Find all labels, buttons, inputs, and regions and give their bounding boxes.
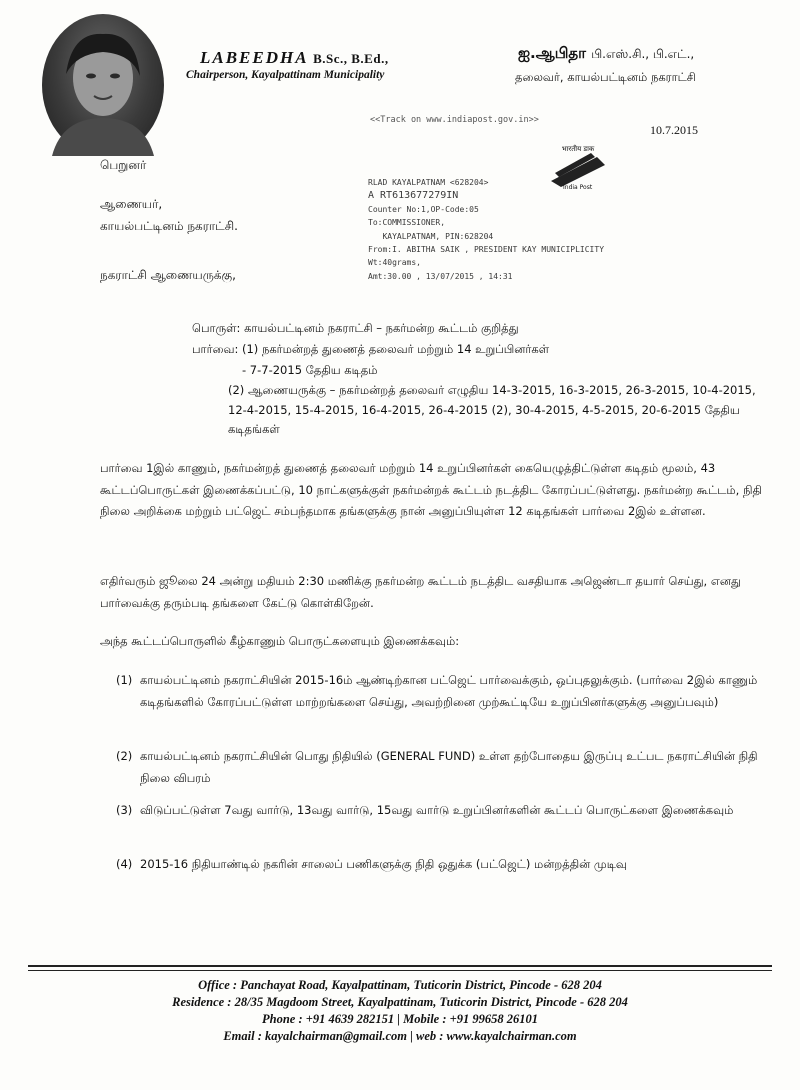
list-item	[116, 799, 766, 821]
tamil-title: தலைவர், காயல்பட்டினம் நகராட்சி	[515, 70, 696, 84]
body-paragraph-2: எதிர்வரும் ஜூலை 24 அன்று மதியம் 2:30 மணிக்கு நகர்மன்ற கூட்டம் நடத்திட வசதியாக அஜெண்டா தயார் செய்து, எனது பார்வைக்கு தரும்படி தங்களை கேட்டு கொள்கிறேன்.	[100, 574, 741, 610]
tracking-url: <<Track on www.indiapost.gov.in>>	[370, 115, 539, 125]
receipt-line: KAYALPATNAM, PIN:628204	[368, 231, 494, 241]
receipt-line: Amt:30.00 , 13/07/2015 , 14:31	[368, 271, 513, 281]
subject-line: பொருள்: காயல்பட்டினம் நகராட்சி – நகர்மன்ற கூட்டம் குறித்து	[192, 321, 519, 335]
list-item-text: காயல்பட்டினம் நகராட்சியின் பொது நிதியில் (GENERAL FUND) உள்ள தற்போதைய இருப்பு உட்பட நகராட்சியின் நிதி நிலை விபரம்	[140, 749, 758, 785]
list-item	[116, 669, 766, 713]
reference-1: பார்வை: (1) நகர்மன்றத் துணைத் தலைவர் மற்றும் 14 உறுப்பினர்கள்	[192, 342, 550, 356]
receipt-line: To:COMMISSIONER,	[368, 218, 446, 228]
body-paragraph-1: பார்வை 1இல் காணும், நகர்மன்றத் துணைத் தலைவர் மற்றும் 14 உறுப்பினர்கள் கையெழுத்திட்டுள்ள கடிதம் மூலம், 43 கூட்டப்பொருட்கள் இணைக்கப்பட்டு, 10 நாட்களுக்குள் நகர்மன்றக் கூட்டம் நடத்திட கோரப்பட்டுள்ளது. நகர்மன்ற கூட்டம், நிதி நிலை அறிக்கை மற்றும் பட்ஜெட் சம்பந்தமாக தங்களுக்கு நான் அனுப்பியுள்ள 12 கடிதங்கள் பார்வை 2இல் உள்ளன.	[100, 461, 762, 518]
sender-label: பெறுனர்	[100, 158, 147, 172]
reference-1-date: - 7-7-2015 தேதிய கடிதம்	[242, 363, 378, 377]
footer-phone: Phone : +91 4639 282151 | Mobile : +91 99658 26101	[261, 1012, 539, 1026]
receipt-line: A RT613677279IN	[368, 190, 459, 202]
recipient-line-1: ஆணையர்,	[100, 197, 163, 211]
list-item-text: விடுப்பட்டுள்ள 7வது வார்டு, 13வது வார்டு, 15வது வார்டு உறுப்பினர்களின் கூட்டப் பொருட்களை இணைக்கவும்	[140, 803, 734, 817]
list-item-number: (3)	[116, 803, 133, 817]
footer-office: Office : Panchayat Road, Kayalpattinam, Tuticorin District, Pincode - 628 204	[198, 978, 602, 992]
receipt-line: RLAD KAYALPATNAM <628204>	[368, 178, 489, 187]
reference-2: (2) ஆணையருக்கு – நகர்மன்றத் தலைவர் எழுதிய 14-3-2015, 16-3-2015, 26-3-2015, 10-4-2015, 12-4-2015, 15-4-2015, 16-4-2015, 26-4-2015 (2), 30-4-2015, 4-5-2015, 20-6-2015 தேதிய கடிதங்கள்	[228, 383, 756, 436]
recipient-line-2: காயல்பட்டினம் நகராட்சி.	[100, 219, 238, 233]
english-name: LABEEDHA B.Sc., B.Ed.,	[200, 48, 389, 67]
list-item-number: (4)	[116, 857, 133, 871]
list-item-text: காயல்பட்டினம் நகராட்சியின் 2015-16ம் ஆண்டிற்கான பட்ஜெட் பார்வைக்கும், ஒப்புதலுக்கும். (பார்வை 2இல் காணும் கடிதங்களில் கோரப்பட்டுள்ள மாற்றங்களை செய்து, அவற்றினை முற்கூட்டியே உறுப்பினர்களுக்கு அனுப்பவும்)	[140, 673, 758, 709]
footer-divider	[28, 965, 772, 967]
footer-email: Email : kayalchairman@gmail.com | web : www.kayalchairman.com	[223, 1029, 577, 1043]
footer-divider-thin	[28, 970, 772, 971]
list-item-number: (1)	[116, 673, 133, 687]
portrait-icon	[42, 14, 164, 156]
list-item	[116, 853, 766, 875]
salutation: நகராட்சி ஆணையருக்கு,	[100, 268, 236, 282]
postal-receipt	[368, 176, 604, 283]
india-post-hindi: भारतीय डाक	[561, 145, 595, 153]
india-post-caption: India Post	[563, 184, 593, 191]
receipt-line: Counter No:1,OP-Code:05	[368, 204, 479, 214]
list-item	[116, 745, 766, 789]
chairperson-portrait	[42, 14, 164, 156]
list-item-text: 2015-16 நிதியாண்டில் நகரின் சாலைப் பணிகளுக்கு நிதி ஒதுக்க (பட்ஜெட்) மன்றத்தின் முடிவு	[140, 857, 627, 871]
letter-date: 10.7.2015	[650, 123, 698, 137]
footer-residence: Residence : 28/35 Magdoom Street, Kayalpattinam, Tuticorin District, Pincode - 628 204	[172, 995, 628, 1009]
body-paragraph-3: அந்த கூட்டப்பொருளில் கீழ்காணும் பொருட்களையும் இணைக்கவும்:	[100, 634, 460, 648]
receipt-line: From:I. ABITHA SAIK , PRESIDENT KAY MUNICIPLICITY	[368, 245, 605, 255]
english-title: Chairperson, Kayalpattinam Municipality	[186, 69, 385, 81]
receipt-line: Wt:40grams,	[368, 258, 421, 268]
list-item-number: (2)	[116, 749, 133, 763]
tamil-name: ஐ.ஆபிதா பி.எஸ்.சி., பி.எட்.,	[518, 44, 695, 62]
